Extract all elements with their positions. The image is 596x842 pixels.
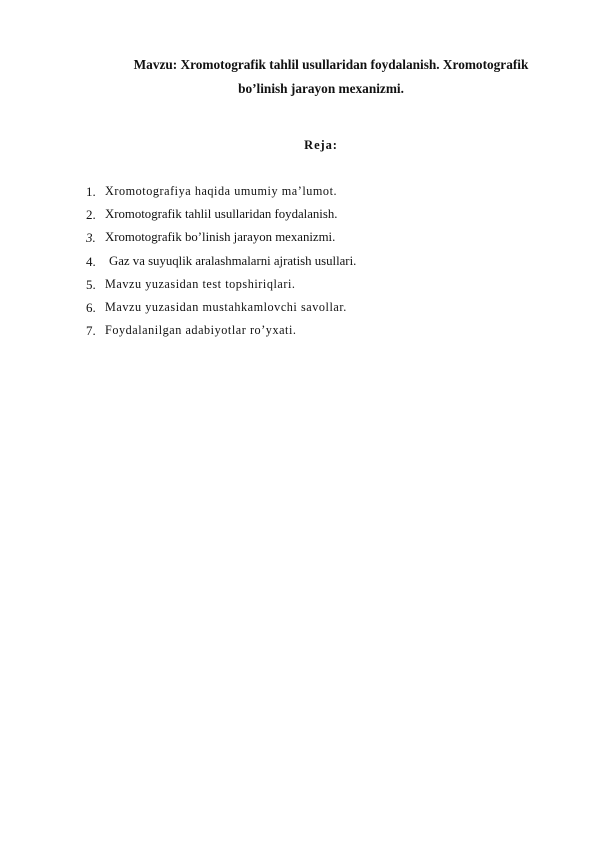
plan-item-text: Xromotografik bo’linish jarayon mexanizmi. (105, 230, 336, 245)
plan-item-number: 2. (86, 207, 96, 223)
plan-item-text: Mavzu yuzasidan mustahkamlovchi savollar. (105, 299, 347, 314)
plan-item-number: 3. (86, 230, 96, 246)
plan-item-number: 1. (86, 184, 96, 199)
plan-item-text: Gaz va suyuqlik aralashmalarni ajratish usullari. (109, 253, 357, 268)
plan-item-number: 7. (86, 323, 96, 339)
plan-item-6 (86, 296, 546, 319)
plan-item-text: Xromotografiya haqida umumiy ma’lumot. (105, 184, 338, 198)
plan-item-text: Mavzu yuzasidan test topshiriqlari. (105, 276, 296, 291)
plan-item-text: Xromotografik tahlil usullaridan foydalanish. (105, 207, 338, 222)
plan-item-2 (86, 203, 546, 226)
plan-item-3 (86, 226, 546, 249)
plan-item-5 (86, 273, 546, 296)
plan-item-number: 4. (86, 253, 96, 269)
plan-item-text: Foydalanilgan adabiyotlar ro’yxati. (105, 323, 297, 338)
plan-item-number: 5. (86, 276, 96, 292)
document-title-line-2: bo’linish jarayon mexanizmi. (238, 81, 404, 96)
plan-heading: Reja: (304, 138, 338, 152)
plan-item-number: 6. (86, 299, 96, 315)
plan-item-1 (86, 180, 546, 203)
plan-list (86, 180, 546, 342)
plan-item-7 (86, 319, 546, 342)
plan-item-4 (86, 250, 546, 273)
document-title-line-1: Mavzu: Xromotografik tahlil usullaridan foydalanish. Xromotografik (133, 57, 529, 72)
